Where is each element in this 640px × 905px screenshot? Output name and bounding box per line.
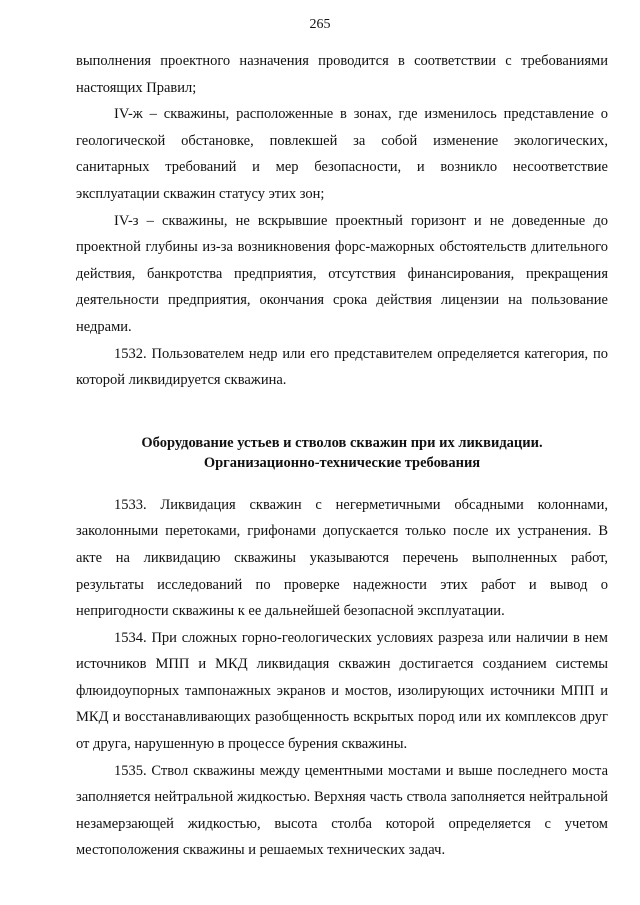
paragraph-1535: 1535. Ствол скважины между цементными мостами и выше последнего моста заполняется нейтральной жидкостью. Верхняя часть ствола заполняется нейтральной незамерзающей жидкостью, высота столба которой определяется с учетом местоположения скважины и решаемых технических задач. xyxy=(76,762,608,859)
paragraph-iv-z: IV-з – скважины, не вскрывшие проектный горизонт и не доведенные до проектной глубины из-за возникновения форс-мажорных обстоятельств длительного действия, банкротства предприятия, отсутствия финансирования, прекращения деятельности предприятия, окончания срока действия лицензии на пользование недрами. xyxy=(76,212,608,335)
section-heading xyxy=(76,433,608,473)
paragraph-1532: 1532. Пользователем недр или его представителем определяется категория, по которой ликвидируется скважина. xyxy=(76,345,608,389)
paragraph-continuation: выполнения проектного назначения проводится в соответствии с требованиями настоящих Правил; xyxy=(76,53,608,96)
paragraph-1533: 1533. Ликвидация скважин с негерметичными обсадными колоннами, заколонными перетоками, грифонами допускается только после их устранения. В акте на ликвидацию скважины указываются перечень выполненных работ, результаты исследований по проверке надежности этих работ и вывод о непригодности скважины к ее дальнейшей безопасной эксплуатации. xyxy=(76,496,608,620)
paragraph-iv-zh: IV-ж – скважины, расположенные в зонах, где изменилось представление о геологической обстановке, повлекшей за собой изменение экологических, санитарных требований и мер безопасности, и возникло несоответствие эксплуатации скважин статусу этих зон; xyxy=(76,106,608,202)
document-body xyxy=(76,48,608,864)
section-heading-line-1: Оборудование устьев и стволов скважин при их ликвидации. xyxy=(141,434,543,451)
section-heading-line-2: Организационно-технические требования xyxy=(203,454,481,471)
page-number: 265 xyxy=(309,17,331,32)
paragraph-1534: 1534. При сложных горно-геологических условиях разреза или наличии в нем источников МПП и МКД ликвидация скважин достигается созданием системы флюидоупорных тампонажных экранов и мостов, изолирующих источники МПП и МКД и восстанавливающих разобщенность вскрытых пород или их комплексов друг от друга, нарушенную в процессе бурения скважины. xyxy=(76,629,608,753)
